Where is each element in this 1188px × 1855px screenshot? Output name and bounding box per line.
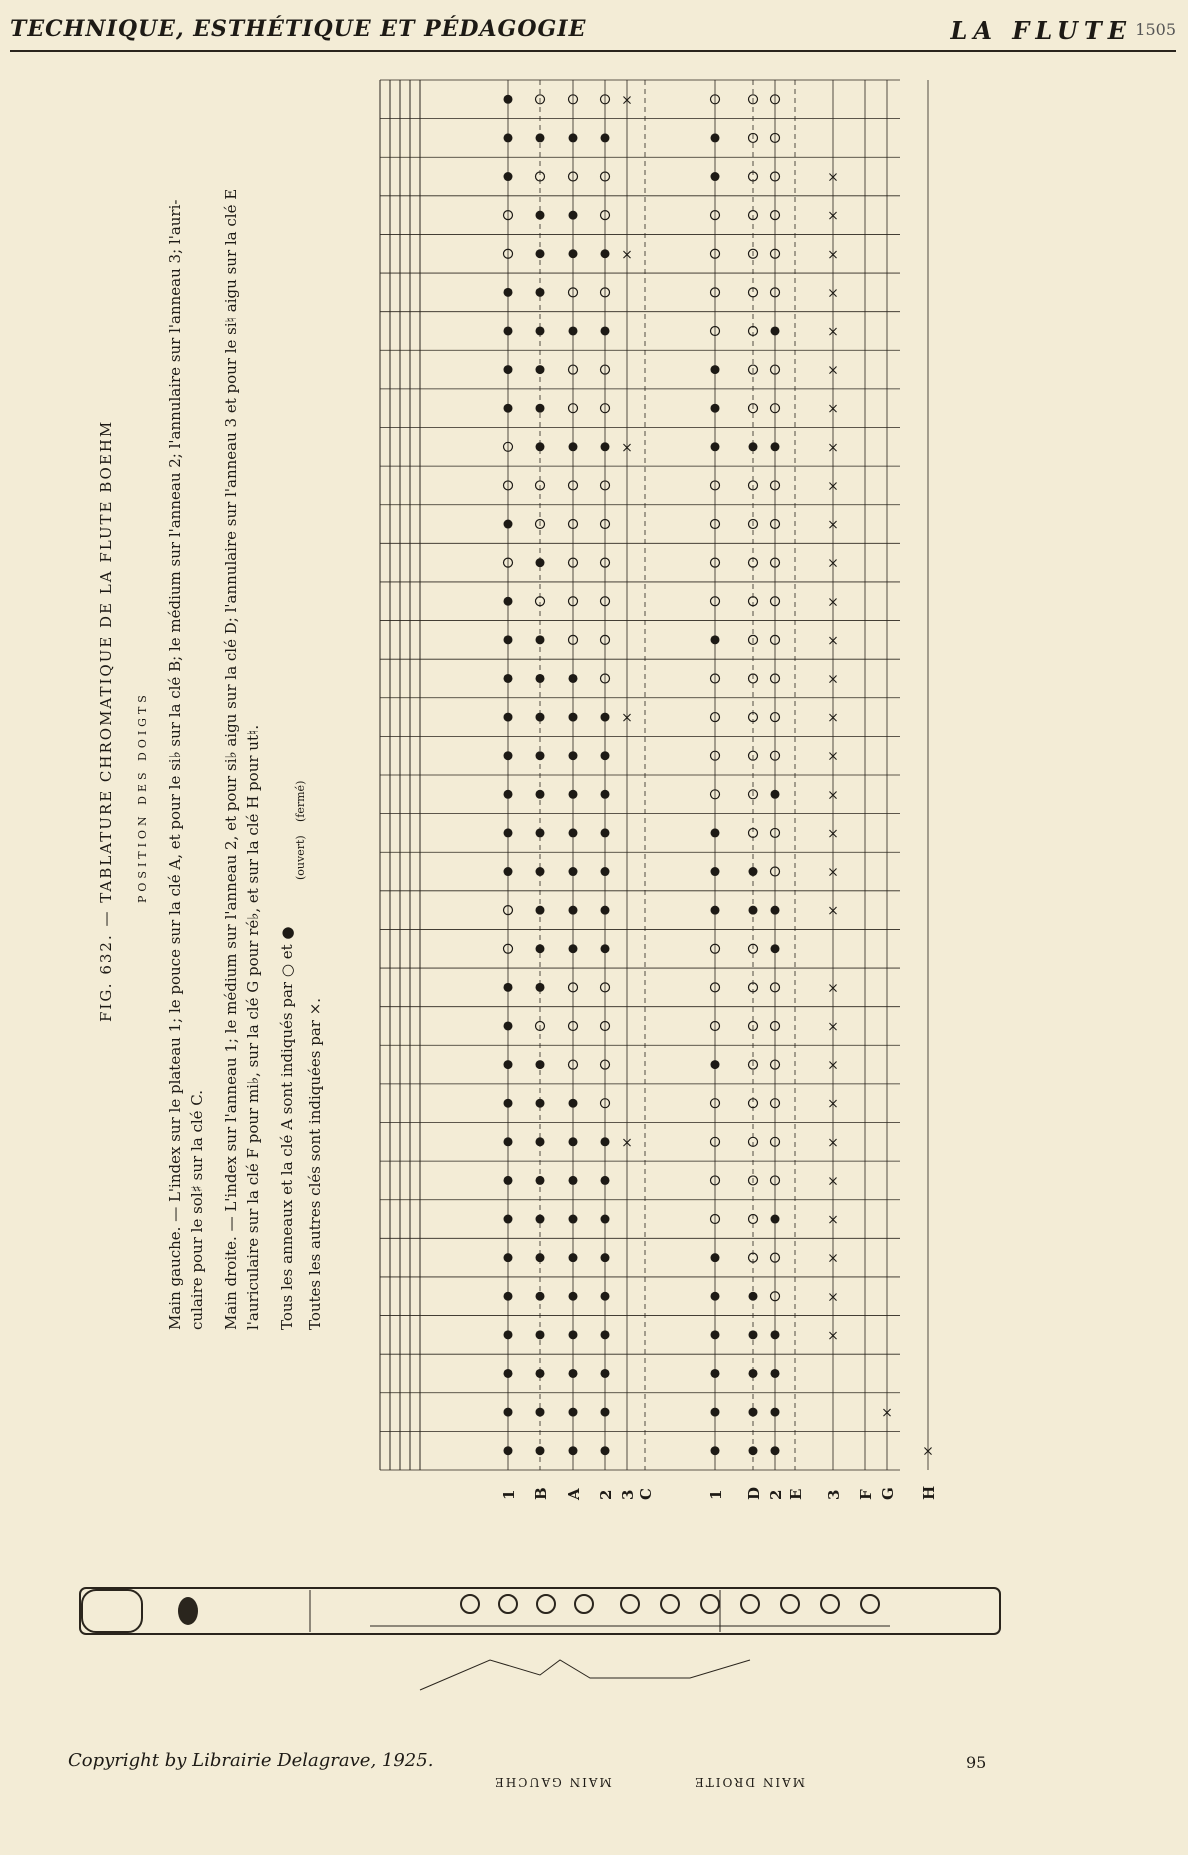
key-mark: ×	[827, 323, 839, 340]
closed-hole-mark	[504, 828, 513, 837]
key-mark: ×	[827, 208, 839, 225]
closed-hole-mark	[504, 326, 513, 335]
key-label: C	[637, 1488, 655, 1500]
key-mark: ×	[827, 903, 839, 920]
closed-hole-mark	[771, 442, 780, 451]
closed-hole-mark	[504, 365, 513, 374]
closed-hole-mark	[569, 133, 578, 142]
left-hand-text-1: Main gauche. — L'index sur le plateau 1; le pouce sur la clé A, et pour le si♭ sur la clé B; le médium sur l'anneau 2; l'annulaire sur l'anneau 3; l'auri-	[166, 199, 184, 1330]
key-mark: ×	[827, 632, 839, 649]
closed-hole-mark	[601, 906, 610, 915]
closed-hole-mark	[536, 558, 545, 567]
closed-hole-mark	[504, 1137, 513, 1146]
closed-hole-mark	[711, 404, 720, 413]
closed-hole-mark	[536, 442, 545, 451]
closed-hole-mark	[771, 1369, 780, 1378]
key-mark: ×	[881, 1405, 893, 1422]
closed-hole-mark	[536, 1408, 545, 1417]
closed-hole-mark	[504, 404, 513, 413]
closed-hole-mark	[771, 790, 780, 799]
closed-hole-mark	[601, 790, 610, 799]
key-mark: ×	[621, 1134, 633, 1151]
closed-hole-mark	[536, 790, 545, 799]
closed-hole-mark	[749, 1292, 758, 1301]
key-mark: ×	[827, 1289, 839, 1306]
closed-hole-mark	[536, 751, 545, 760]
closed-hole-mark	[711, 442, 720, 451]
closed-hole-mark	[711, 1446, 720, 1455]
key-label: 1	[707, 1489, 725, 1500]
closed-hole-mark	[771, 1215, 780, 1224]
closed-hole-mark	[569, 249, 578, 258]
key-mark: ×	[827, 1018, 839, 1035]
closed-hole-mark	[536, 906, 545, 915]
key-label: H	[920, 1485, 938, 1500]
closed-hole-mark	[504, 520, 513, 529]
closed-hole-mark	[569, 944, 578, 953]
closed-hole-mark	[536, 1292, 545, 1301]
main-droite-label: MAIN DROITE	[693, 1775, 806, 1789]
closed-hole-mark	[536, 1137, 545, 1146]
key-mark: ×	[827, 671, 839, 688]
key-mark: ×	[827, 169, 839, 186]
key-mark: ×	[922, 1443, 934, 1460]
closed-hole-mark	[504, 1176, 513, 1185]
closed-hole-mark	[749, 442, 758, 451]
key-mark: ×	[621, 246, 633, 263]
closed-hole-mark	[749, 1330, 758, 1339]
closed-hole-mark	[601, 1215, 610, 1224]
key-mark: ×	[827, 748, 839, 765]
closed-hole-mark	[711, 1060, 720, 1069]
key-label: E	[787, 1488, 805, 1500]
closed-hole-mark	[504, 597, 513, 606]
closed-hole-mark	[601, 944, 610, 953]
closed-hole-mark	[569, 1137, 578, 1146]
closed-hole-mark	[504, 983, 513, 992]
closed-hole-mark	[601, 867, 610, 876]
key-mark: ×	[621, 439, 633, 456]
closed-hole-mark	[504, 1215, 513, 1224]
closed-hole-mark	[536, 1099, 545, 1108]
closed-hole-mark	[569, 713, 578, 722]
key-mark: ×	[621, 710, 633, 727]
closed-hole-mark	[601, 442, 610, 451]
closed-hole-mark	[601, 1330, 610, 1339]
key-mark: ×	[827, 710, 839, 727]
closed-hole-mark	[711, 365, 720, 374]
closed-hole-mark	[711, 906, 720, 915]
closed-hole-mark	[601, 1176, 610, 1185]
closed-hole-mark	[569, 326, 578, 335]
closed-hole-mark	[536, 944, 545, 953]
legend-open-label: (ouvert)	[294, 835, 307, 880]
closed-hole-mark	[504, 133, 513, 142]
closed-hole-mark	[569, 674, 578, 683]
closed-hole-mark	[711, 1292, 720, 1301]
page-number-top: 1505	[1135, 20, 1176, 39]
closed-hole-mark	[711, 1253, 720, 1262]
key-mark: ×	[827, 980, 839, 997]
key-mark: ×	[827, 362, 839, 379]
key-label: 3	[619, 1489, 637, 1500]
closed-hole-mark	[601, 1369, 610, 1378]
closed-hole-mark	[771, 944, 780, 953]
key-mark: ×	[827, 478, 839, 495]
legend-other-keys: Toutes les autres clés sont indiquées par ×.	[306, 997, 324, 1330]
closed-hole-mark	[749, 1408, 758, 1417]
closed-hole-mark	[504, 1408, 513, 1417]
header-rule	[10, 50, 1176, 52]
closed-hole-mark	[536, 404, 545, 413]
key-mark: ×	[827, 594, 839, 611]
closed-hole-mark	[504, 1292, 513, 1301]
key-label: 2	[597, 1489, 615, 1500]
closed-hole-mark	[536, 1253, 545, 1262]
closed-hole-mark	[711, 867, 720, 876]
closed-hole-mark	[569, 1330, 578, 1339]
key-mark: ×	[621, 92, 633, 109]
closed-hole-mark	[536, 133, 545, 142]
closed-hole-mark	[569, 906, 578, 915]
closed-hole-mark	[536, 674, 545, 683]
page-number-bottom: 95	[966, 1753, 987, 1772]
running-head-left: TECHNIQUE, ESTHÉTIQUE ET PÉDAGOGIE	[10, 16, 587, 42]
closed-hole-mark	[601, 1446, 610, 1455]
closed-hole-mark	[536, 635, 545, 644]
closed-hole-mark	[771, 1330, 780, 1339]
closed-hole-mark	[504, 713, 513, 722]
closed-hole-mark	[601, 326, 610, 335]
main-gauche-label: MAIN GAUCHE	[493, 1775, 612, 1789]
key-mark: ×	[827, 246, 839, 263]
closed-hole-mark	[536, 1446, 545, 1455]
closed-hole-mark	[771, 326, 780, 335]
closed-hole-mark	[536, 1369, 545, 1378]
closed-hole-mark	[504, 674, 513, 683]
closed-hole-mark	[711, 1408, 720, 1417]
key-label: 3	[825, 1489, 843, 1500]
closed-hole-mark	[536, 365, 545, 374]
closed-hole-mark	[749, 1446, 758, 1455]
key-mark: ×	[827, 401, 839, 418]
right-hand-text-1: Main droite. — L'index sur l'anneau 1; le médium sur l'anneau 2, et pour si♭ aigu sur la clé D; l'annulaire sur l'anneau 3 et pour le si♮ aigu sur la clé E	[222, 188, 240, 1330]
closed-hole-mark	[711, 1330, 720, 1339]
closed-hole-mark	[569, 1369, 578, 1378]
closed-hole-mark	[771, 906, 780, 915]
key-mark: ×	[827, 439, 839, 456]
closed-hole-mark	[601, 1137, 610, 1146]
closed-hole-mark	[569, 828, 578, 837]
key-mark: ×	[827, 285, 839, 302]
copyright-line: Copyright by Librairie Delagrave, 1925.	[68, 1750, 434, 1771]
key-label: A	[565, 1488, 583, 1500]
closed-hole-mark	[504, 1330, 513, 1339]
closed-hole-mark	[569, 751, 578, 760]
closed-hole-mark	[569, 1176, 578, 1185]
closed-hole-mark	[601, 1253, 610, 1262]
closed-hole-mark	[569, 1408, 578, 1417]
closed-hole-mark	[504, 1253, 513, 1262]
key-label: G	[879, 1487, 897, 1500]
key-label: B	[532, 1487, 550, 1500]
closed-hole-mark	[569, 1215, 578, 1224]
closed-hole-mark	[601, 133, 610, 142]
fingering-tablature	[360, 70, 934, 1480]
closed-hole-mark	[771, 1408, 780, 1417]
closed-hole-mark	[504, 1099, 513, 1108]
closed-hole-mark	[504, 867, 513, 876]
key-mark: ×	[827, 1250, 839, 1267]
closed-hole-mark	[504, 790, 513, 799]
closed-hole-mark	[601, 249, 610, 258]
key-label: D	[745, 1486, 763, 1500]
closed-hole-mark	[601, 1292, 610, 1301]
key-mark: ×	[827, 1057, 839, 1074]
key-mark: ×	[827, 1212, 839, 1229]
closed-hole-mark	[536, 249, 545, 258]
closed-hole-mark	[504, 1446, 513, 1455]
closed-hole-mark	[749, 867, 758, 876]
key-mark: ×	[827, 555, 839, 572]
closed-hole-mark	[536, 1176, 545, 1185]
closed-hole-mark	[536, 713, 545, 722]
closed-hole-mark	[536, 288, 545, 297]
closed-hole-mark	[504, 1060, 513, 1069]
closed-hole-mark	[536, 1215, 545, 1224]
key-mark: ×	[827, 1173, 839, 1190]
closed-hole-mark	[601, 1408, 610, 1417]
closed-hole-mark	[569, 867, 578, 876]
closed-hole-mark	[601, 713, 610, 722]
closed-hole-mark	[569, 1292, 578, 1301]
key-label: 1	[500, 1489, 518, 1500]
closed-hole-mark	[601, 751, 610, 760]
closed-hole-mark	[569, 1446, 578, 1455]
key-mark: ×	[827, 864, 839, 881]
closed-hole-mark	[711, 1369, 720, 1378]
key-mark: ×	[827, 1096, 839, 1113]
closed-hole-mark	[569, 1253, 578, 1262]
closed-hole-mark	[771, 1446, 780, 1455]
closed-hole-mark	[504, 635, 513, 644]
closed-hole-mark	[504, 751, 513, 760]
key-mark: ×	[827, 825, 839, 842]
closed-hole-mark	[536, 867, 545, 876]
closed-hole-mark	[711, 635, 720, 644]
closed-hole-mark	[536, 1060, 545, 1069]
legend-open-closed: Tous les anneaux et la clé A sont indiqués par ○ et ●	[278, 926, 296, 1330]
closed-hole-mark	[536, 983, 545, 992]
flute-illustration	[70, 1560, 1010, 1700]
closed-hole-mark	[711, 828, 720, 837]
closed-hole-mark	[569, 211, 578, 220]
closed-hole-mark	[569, 442, 578, 451]
closed-hole-mark	[504, 288, 513, 297]
closed-hole-mark	[504, 172, 513, 181]
page-header	[10, 12, 1176, 46]
key-mark: ×	[827, 1134, 839, 1151]
closed-hole-mark	[569, 790, 578, 799]
closed-hole-mark	[536, 828, 545, 837]
right-hand-text-2: l'auriculaire sur la clé F pour mi♭, sur la clé G pour ré♭, et sur la clé H pour ut♮.	[244, 724, 262, 1330]
closed-hole-mark	[504, 95, 513, 104]
closed-hole-mark	[749, 1369, 758, 1378]
closed-hole-mark	[569, 1099, 578, 1108]
left-hand-text-2: culaire pour le sol♯ sur la clé C.	[188, 1090, 206, 1330]
key-label: 2	[767, 1489, 785, 1500]
closed-hole-mark	[536, 1330, 545, 1339]
closed-hole-mark	[504, 1021, 513, 1030]
closed-hole-mark	[601, 828, 610, 837]
key-mark: ×	[827, 1327, 839, 1344]
legend-closed-label: (fermé)	[294, 780, 307, 822]
figure-caption: FIG. 632. — TABLATURE CHROMATIQUE DE LA FLUTE BOEHM	[97, 419, 115, 1022]
closed-hole-mark	[536, 326, 545, 335]
closed-hole-mark	[711, 133, 720, 142]
closed-hole-mark	[749, 906, 758, 915]
closed-hole-mark	[504, 1369, 513, 1378]
key-mark: ×	[827, 517, 839, 534]
key-mark: ×	[827, 787, 839, 804]
closed-hole-mark	[711, 172, 720, 181]
closed-hole-mark	[536, 211, 545, 220]
running-head-right: LA FLUTE	[950, 16, 1132, 45]
key-label: F	[857, 1489, 875, 1500]
figure-subtitle: POSITION DES DOIGTS	[136, 691, 149, 903]
